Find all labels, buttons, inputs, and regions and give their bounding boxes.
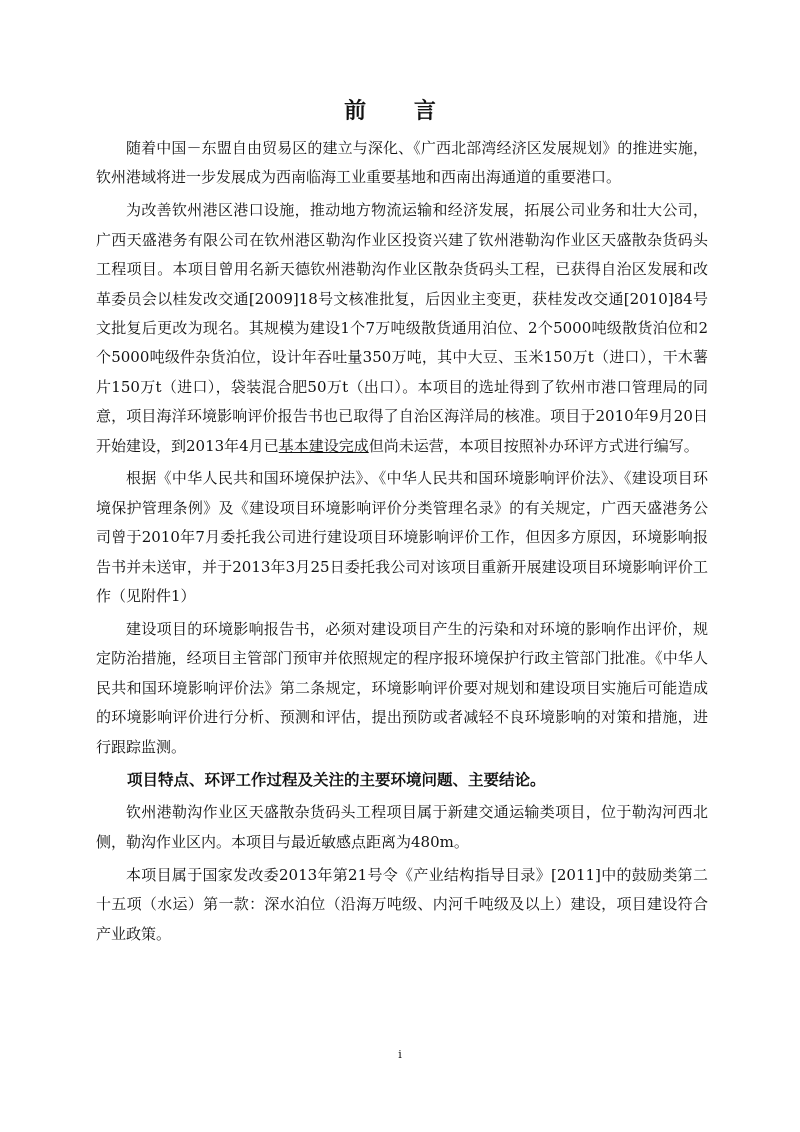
paragraph-1: 随着中国－东盟自由贸易区的建立与深化、《广西北部湾经济区发展规划》的推进实施，钦州港域将进一步发展成为西南临海工业重要基地和西南出海通道的重要港口。 <box>96 139 708 187</box>
section-heading: 项目特点、环评工作过程及关注的主要环境问题、主要结论。 <box>127 770 546 789</box>
paragraph-2-after: 但尚未运营，本项目按照补办环评方式进行编写。 <box>368 436 699 455</box>
paragraph-6: 本项目属于国家发改委2013年第21号令《产业结构指导目录》[2011]中的鼓励类第二十五项（水运）第一款：深水泊位（沿海万吨级、内河千吨级及以上）建设，项目建设符合产业政策。 <box>96 865 708 943</box>
paragraph-5: 钦州港勒沟作业区天盛散杂货码头工程项目属于新建交通运输类项目，位于勒沟河西北侧，勒沟作业区内。本项目与最近敏感点距离为480m。 <box>96 803 708 851</box>
paragraph-2-text: 为改善钦州港区港口设施，推动地方物流运输和经济发展，拓展公司业务和壮大公司，广西天盛港务有限公司在钦州港区勒沟作业区投资兴建了钦州港勒沟作业区天盛散杂货码头工程项目。本项目曾用名新天德钦州港勒沟作业区散杂货码头工程，已获得自治区发展和改革委员会以桂发改交通[2009]18号文核准批复，后因业主变更，获桂发改交通[2010]84号文批复后更改为现名。其规模为建设1个7万吨级散货通用泊位、2个5000吨级散货泊位和2个5000吨级件杂货泊位，设计年吞吐量350万吨，其中大豆、玉米150万t（进口），干木薯片150万t（进口），袋装混合肥50万t（出口）。本项目的选址得到了钦州市港口管理局的同意，项目海洋环境影响评价报告书也已取得了自治区海洋局的核准。项目于2010年9月20日开始建设，到2013年4月已 <box>96 201 708 455</box>
paragraph-3: 根据《中华人民共和国环境保护法》、《中华人民共和国环境影响评价法》、《建设项目环境保护管理条例》及《建设项目环境影响评价分类管理名录》的有关规定，广西天盛港务公司曾于2010年7月委托我公司进行建设项目环境影响评价工作，但因多方原因，环境影响报告书并未送审，并于2013年3月25日委托我公司对该项目重新开展建设项目环境影响评价工作（见附件1） <box>96 469 708 606</box>
page-title: 前 言 <box>344 99 456 124</box>
document-body <box>96 134 708 952</box>
paragraph-2 <box>96 196 708 461</box>
page-number: i <box>398 1048 402 1061</box>
underlined-text: 基本建设完成 <box>278 436 369 455</box>
paragraph-4: 建设项目的环境影响报告书，必须对建设项目产生的污染和对环境的影响作出评价，规定防治措施，经项目主管部门预审并依照规定的程序报环境保护行政主管部门批准。《中华人民共和国环境影响评价法》第二条规定，环境影响评价要对规划和建设项目实施后可能造成的环境影响评价进行分析、预测和评估，提出预防或者减轻不良环境影响的对策和措施，进行跟踪监测。 <box>96 620 708 756</box>
